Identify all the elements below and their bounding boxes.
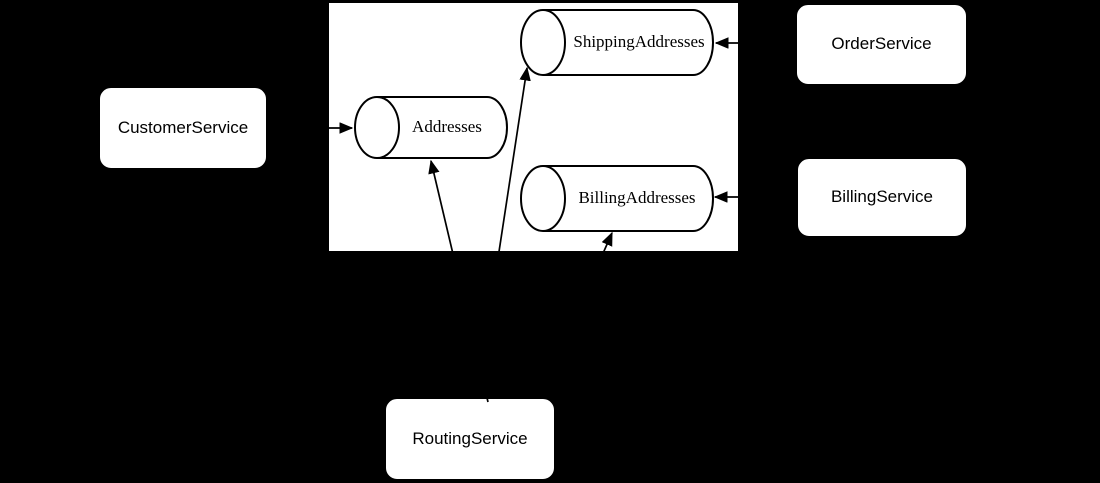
node-customerservice-shape (99, 87, 267, 169)
node-routingservice-label: RoutingService (412, 428, 528, 448)
node-billingservice-label: BillingService (830, 187, 934, 207)
node-billingservice-shape (797, 158, 967, 237)
node-orderservice-label: OrderService (831, 34, 932, 54)
queue-billingaddresses-shape (521, 166, 713, 231)
queue-addresses-label: Addresses (412, 117, 482, 137)
node-customerservice-label: CustomerService (117, 117, 249, 137)
queue-addresses-shape (355, 97, 507, 158)
node-orderservice-shape (796, 4, 967, 85)
queue-shippingaddresses-label: ShippingAddresses (573, 32, 705, 52)
queue-billingaddresses-label: BillingAddresses (578, 188, 696, 208)
node-routingservice-shape (385, 398, 555, 480)
queue-shippingaddresses-shape (521, 10, 713, 75)
edge-routingservice-billingaddresses (540, 233, 612, 396)
